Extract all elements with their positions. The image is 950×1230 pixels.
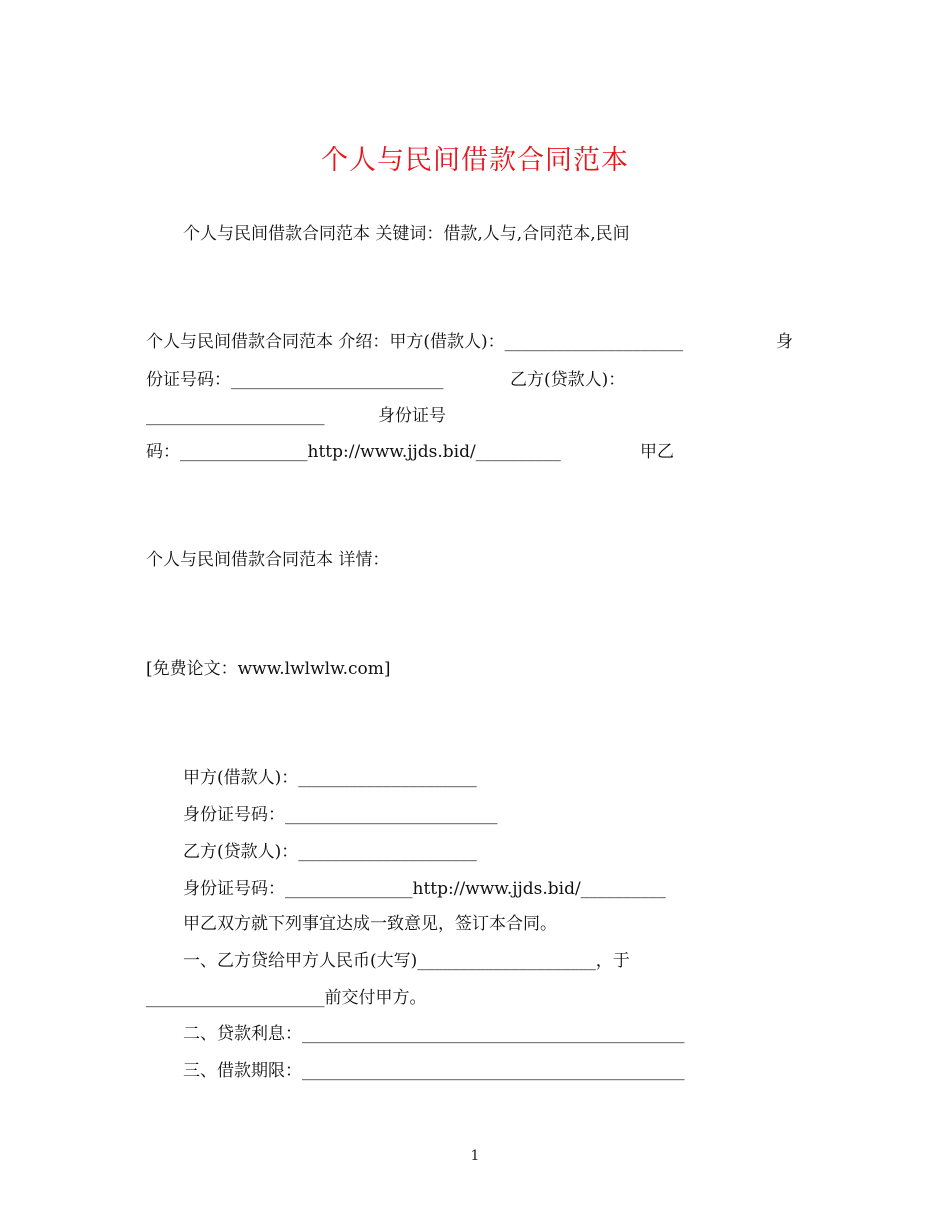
document-title: 个人与民间借款合同范本 <box>321 145 629 176</box>
page-number: 1 <box>470 1148 480 1164</box>
intro-line-3: _____________________ <box>146 406 325 426</box>
details-heading: 个人与民间借款合同范本 详情： <box>146 550 390 570</box>
clause-2-line: 二、贷款利息：_____________________________________________ <box>183 1024 685 1044</box>
party-a-line: 甲方(借款人)：_____________________ <box>183 768 477 788</box>
party-a-id-line: 身份证号码：_________________________ <box>183 805 498 825</box>
party-b-line: 乙方(贷款人)：_____________________ <box>183 842 477 862</box>
clause-1-continuation: _____________________前交付甲方。 <box>146 988 427 1008</box>
keywords-line: 个人与民间借款合同范本 关键词：借款,人与,合同范本,民间 <box>183 224 630 244</box>
intro-line-4-end: 甲乙 <box>640 442 674 462</box>
party-b-id-line: 身份证号码：_______________http://www.jjds.bid/__________ <box>183 879 666 899</box>
clause-3-line: 三、借款期限：_____________________________________________ <box>183 1061 685 1081</box>
intro-line-4: 码：_______________http://www.jjds.bid/__________ <box>146 442 561 462</box>
intro-line-3-end: 身份证号 <box>378 406 446 426</box>
intro-line-2: 份证号码：_________________________ <box>146 370 444 390</box>
source-note: [免费论文：www.lwlwlw.com] <box>146 659 391 679</box>
intro-line-2-end: 乙方(贷款人)： <box>510 370 626 390</box>
intro-line-1-end: 身 <box>776 332 793 352</box>
clause-1-line: 一、乙方贷给甲方人民币(大写)_____________________，于 <box>183 951 630 971</box>
agreement-line: 甲乙双方就下列事宜达成一致意见，签订本合同。 <box>183 914 557 934</box>
intro-line-1: 个人与民间借款合同范本 介绍：甲方(借款人)：_____________________ <box>146 332 684 352</box>
